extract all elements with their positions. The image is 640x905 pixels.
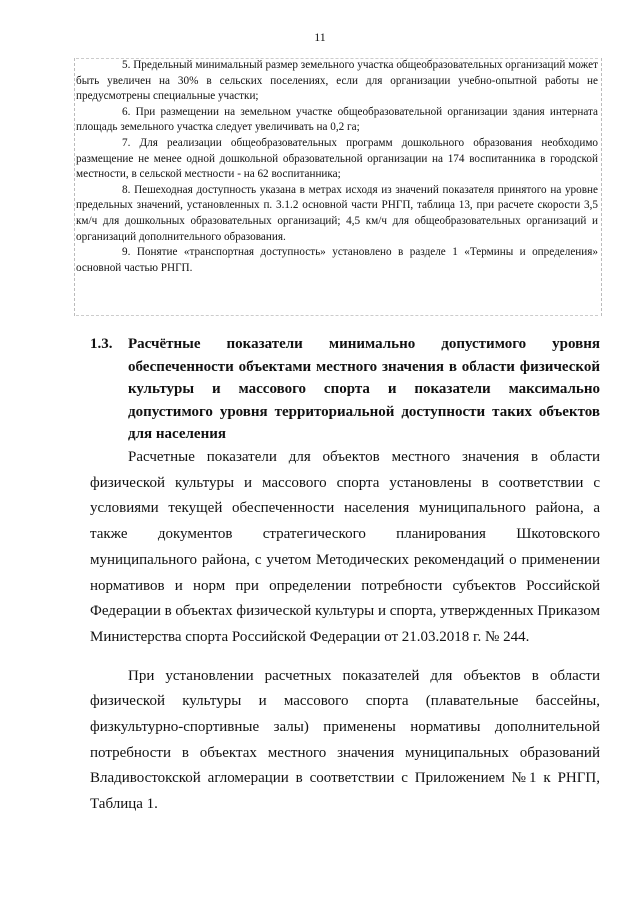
table-border-bottom (76, 315, 598, 316)
page-number: 11 (314, 30, 326, 44)
table-notes (76, 58, 598, 316)
body-text (90, 445, 600, 818)
section-title: Расчётные показатели минимально допустимого уровня обеспеченности объектами местного значения в области физической культуры и массового спорта и показатели максимально допустимого уровня территориальной доступности таких объектов для населения (128, 336, 600, 442)
section-heading (90, 333, 600, 446)
note-8: 8. Пешеходная доступность указана в метрах исходя из значений показателя принятого на уровне предельных значений, установленных п. 3.1.2 основной части РНГП, таблица 13, при расчете скорости 3,5 км/ч для дошкольных образовательных организаций; 4,5 км/ч для общеобразовательных организаций и организаций дополнительного образования. (76, 183, 598, 243)
note-7: 7. Для реализации общеобразовательных программ дошкольного образования необходимо размещение не менее одной дошкольной образовательной организации на 174 воспитанника в городской местности, в сельской местности - на 62 воспитанника; (76, 136, 598, 181)
table-border-top (76, 58, 598, 59)
note-9: 9. Понятие «транспортная доступность» установлено в разделе 1 «Термины и определения» основной частью РНГП. (76, 246, 598, 274)
note-5: 5. Предельный минимальный размер земельного участка общеобразовательных организаций может быть увеличен на 30% в сельских поселениях, если для организации учебно-опытной работы не предусмотрены специальные участки; (76, 59, 598, 103)
paragraph-1: Расчетные показатели для объектов местного значения в области физической культуры и массового спорта установлены в соответствии с условиями текущей обеспеченности населения муниципального района, а также документов стратегического планирования Шкотовского муниципального района, с учетом Методических рекомендаций о применении нормативов и норм при определении потребности субъектов Российской Федерации в объектах физической культуры и спорта, утвержденных Приказом Министерства спорта Российской Федерации от 21.03.2018 г. № 244. (90, 449, 600, 645)
paragraph-2: При установлении расчетных показателей для объектов в области физической культуры и массового спорта (плавательные бассейны, физкультурно-спортивные залы) применены нормативы дополнительной потребности в объектах местного значения муниципальных образований Владивостокской агломерации в соответствии с Приложением №1 к РНГП, Таблица 1. (90, 667, 600, 813)
note-6: 6. При размещении на земельном участке общеобразовательной организации здания интерната площадь земельного участка следует увеличивать на 0,2 га; (76, 105, 598, 134)
section-number: 1.3. (90, 336, 113, 352)
table-border-right (601, 58, 602, 316)
table-border-left (74, 58, 75, 316)
